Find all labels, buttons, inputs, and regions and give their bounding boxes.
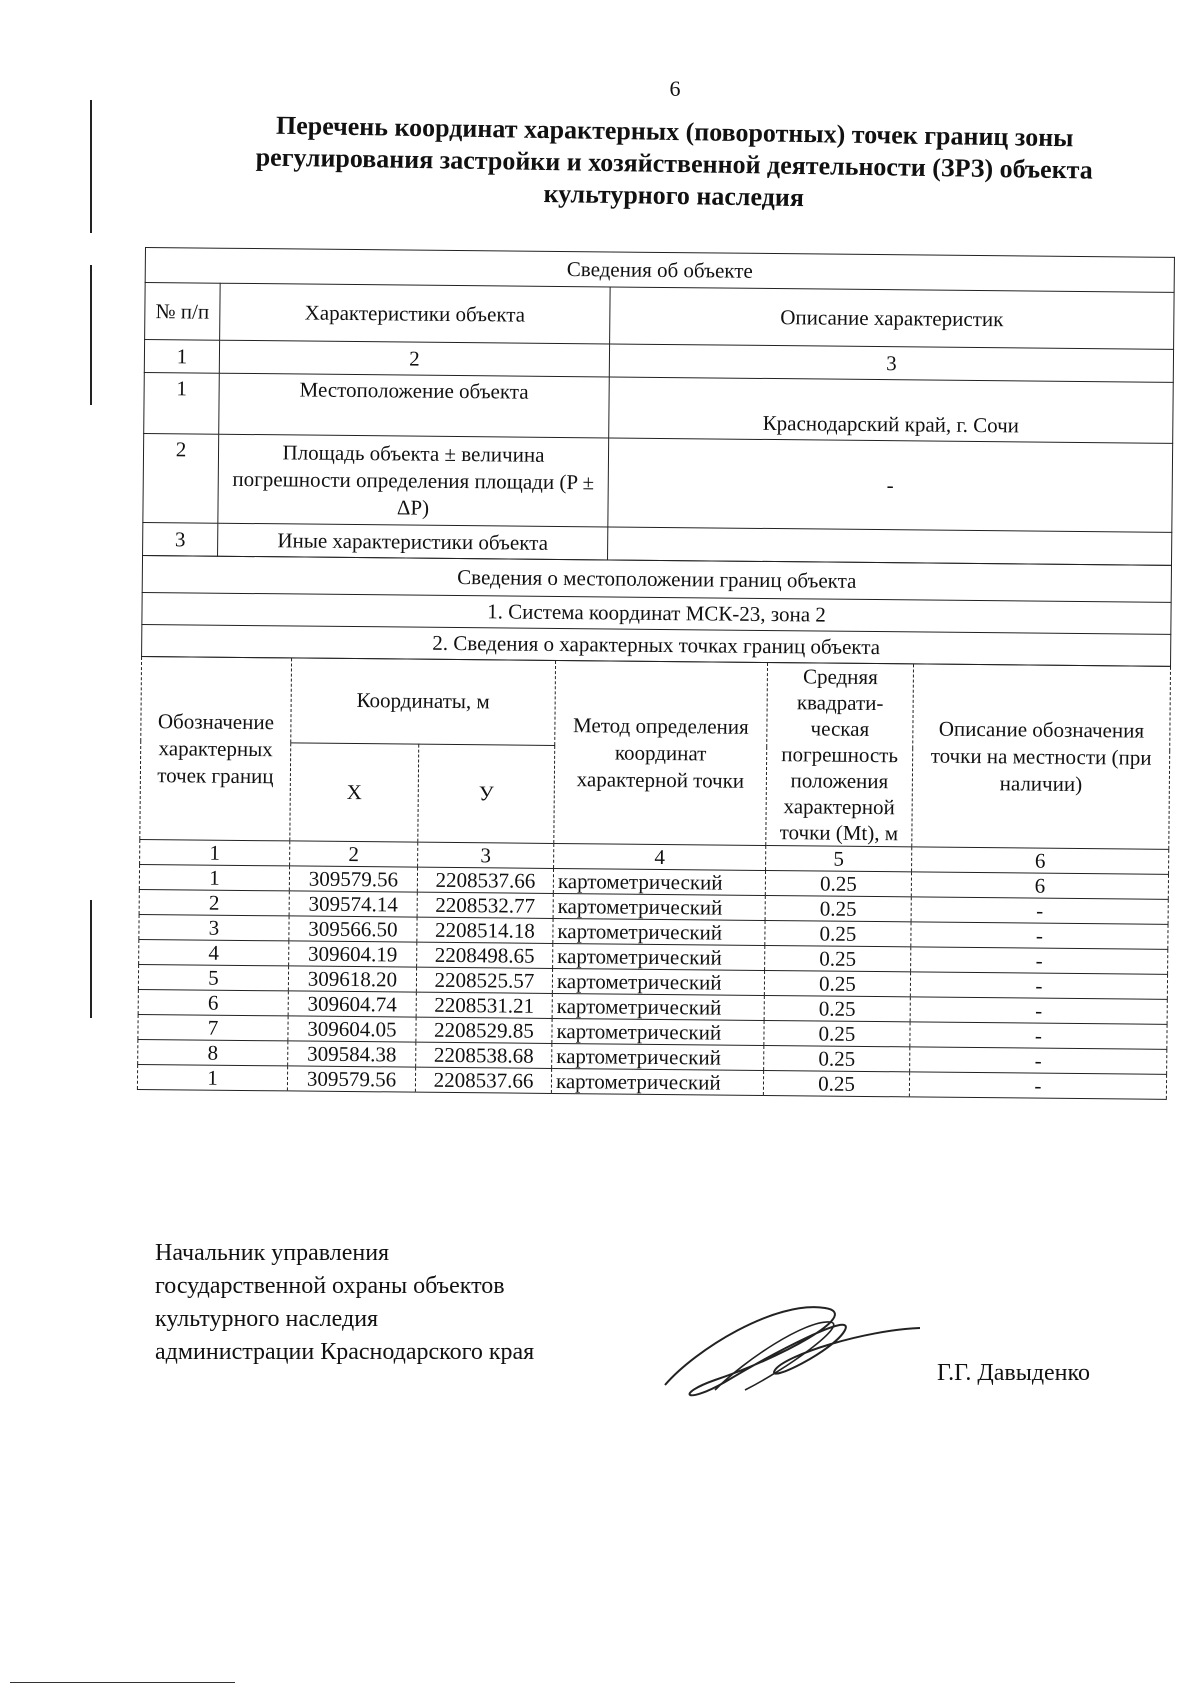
coord-system: 1. Система координат МСК-23, зона 2 (142, 592, 1171, 634)
y-header: У (418, 744, 555, 843)
point-desc: - (911, 922, 1168, 949)
boundary-section-table (141, 555, 1172, 667)
point-method: картометрический (553, 918, 765, 945)
point-x: 309579.56 (287, 1066, 415, 1092)
boundary-heading: Сведения о местоположении границ объекта (142, 555, 1171, 602)
point-desc: - (910, 1047, 1167, 1074)
point-desc: - (911, 947, 1168, 974)
point-x: 309584.38 (288, 1041, 416, 1067)
col-idx-3: 3 (609, 344, 1173, 382)
col-idx: 4 (554, 843, 766, 870)
left-margin-mark (90, 265, 92, 405)
point-method: картометрический (552, 1043, 764, 1070)
row-desc: - (608, 438, 1173, 532)
points-heading: 2. Сведения о характерных точках границ объекта (142, 624, 1171, 666)
x-header: X (290, 743, 419, 842)
object-table-wrap (137, 247, 1175, 1100)
point-desc: - (910, 997, 1167, 1024)
point-desc: - (909, 1072, 1166, 1099)
point-x: 309574.14 (289, 891, 417, 917)
point-id: 4 (139, 939, 289, 965)
point-x: 309604.19 (289, 941, 417, 967)
col-char-header: Характеристики объекта (220, 283, 611, 344)
point-id: 6 (138, 989, 288, 1015)
object-info-table (142, 247, 1175, 566)
point-x: 309618.20 (288, 966, 416, 992)
row-char: Площадь объекта ± величина погрешности определения площади (P ± ΔP) (218, 434, 609, 527)
position-line: государственной охраны объектов (155, 1273, 505, 1299)
point-method: картометрический (551, 1068, 763, 1095)
col-idx: 5 (766, 845, 912, 871)
col-idx-1: 1 (144, 340, 219, 374)
error-header: Средняя квадрати-ческая погрешность положения характерной точки (Mt), м (766, 662, 914, 846)
point-desc: - (910, 972, 1167, 999)
bottom-rule (10, 1682, 235, 1683)
point-method: картометрический (553, 893, 765, 920)
point-desc: 6 (911, 872, 1168, 899)
left-margin-mark (90, 100, 92, 233)
point-method: картометрический (552, 1018, 764, 1045)
point-error: 0.25 (765, 895, 911, 921)
point-x: 309579.56 (289, 866, 417, 892)
point-error: 0.25 (763, 1070, 909, 1096)
point-desc: - (910, 1022, 1167, 1049)
row-num: 3 (143, 522, 218, 556)
point-y: 2208498.65 (417, 942, 553, 968)
position-line: Начальник управления (155, 1240, 390, 1266)
point-method: картометрический (552, 993, 764, 1020)
method-header: Метод определения координат характерной точки (554, 660, 768, 845)
title-line-3: культурного наследия (543, 178, 805, 213)
point-id: 1 (139, 864, 289, 890)
row-desc: Краснодарский край, г. Сочи (609, 377, 1174, 443)
point-method: картометрический (553, 943, 765, 970)
col-idx: 1 (140, 839, 290, 865)
designation-header: Обозначение характерных точек границ (140, 656, 292, 840)
points-table (137, 656, 1171, 1100)
handwritten-signature (655, 1290, 925, 1405)
row-char: Местоположение объекта (219, 373, 610, 438)
point-desc: - (911, 897, 1168, 924)
point-y: 2208538.68 (416, 1042, 552, 1068)
point-error: 0.25 (764, 1020, 910, 1046)
point-x: 309604.05 (288, 1016, 416, 1042)
title-line-2: регулирования застройки и хозяйственной деятельности (ЗРЗ) объекта (255, 142, 1094, 185)
points-body (137, 864, 1168, 1099)
point-id: 5 (138, 964, 288, 990)
row-num: 2 (143, 433, 219, 523)
point-id: 1 (137, 1064, 287, 1090)
page-number: 6 (669, 76, 681, 101)
coords-header: Координаты, м (291, 658, 556, 745)
position-line: администрации Краснодарского края (155, 1339, 535, 1365)
point-error: 0.25 (765, 920, 911, 946)
point-method: картометрический (553, 868, 765, 895)
point-y: 2208529.85 (416, 1017, 552, 1043)
col-idx: 2 (290, 841, 418, 867)
position-line: культурного наследия (155, 1306, 379, 1332)
point-y: 2208531.21 (416, 992, 552, 1018)
signer-name: Г.Г. Давыденко (937, 1360, 1090, 1386)
point-id: 2 (139, 889, 289, 915)
point-error: 0.25 (764, 1045, 910, 1071)
col-desc-header: Описание характеристик (610, 287, 1175, 349)
point-y: 2208514.18 (417, 917, 553, 943)
col-idx-2: 2 (219, 340, 609, 377)
row-num: 1 (144, 372, 220, 434)
point-y: 2208537.66 (415, 1067, 551, 1093)
document-title (214, 109, 1135, 219)
signature-position (155, 1237, 534, 1369)
col-idx: 6 (912, 847, 1169, 874)
point-error: 0.25 (764, 970, 910, 996)
point-error: 0.25 (764, 995, 910, 1021)
point-id: 7 (138, 1014, 288, 1040)
col-num-header: № п/п (145, 283, 221, 341)
point-x: 309604.74 (288, 991, 416, 1017)
point-y: 2208525.57 (416, 967, 552, 993)
point-error: 0.25 (765, 870, 911, 896)
col-idx: 3 (418, 842, 554, 868)
point-y: 2208537.66 (417, 867, 553, 893)
description-header: Описание обозначения точки на местности (при наличии) (912, 664, 1171, 849)
point-method: картометрический (552, 968, 764, 995)
left-margin-mark (90, 900, 92, 1018)
point-x: 309566.50 (289, 916, 417, 942)
row-char: Иные характеристики объекта (218, 523, 608, 560)
point-error: 0.25 (765, 945, 911, 971)
point-y: 2208532.77 (417, 892, 553, 918)
point-id: 8 (138, 1039, 288, 1065)
title-line-1: Перечень координат характерных (поворотных) точек границ зоны (275, 110, 1074, 153)
point-id: 3 (139, 914, 289, 940)
object-section-heading: Сведения об объекте (145, 248, 1174, 293)
